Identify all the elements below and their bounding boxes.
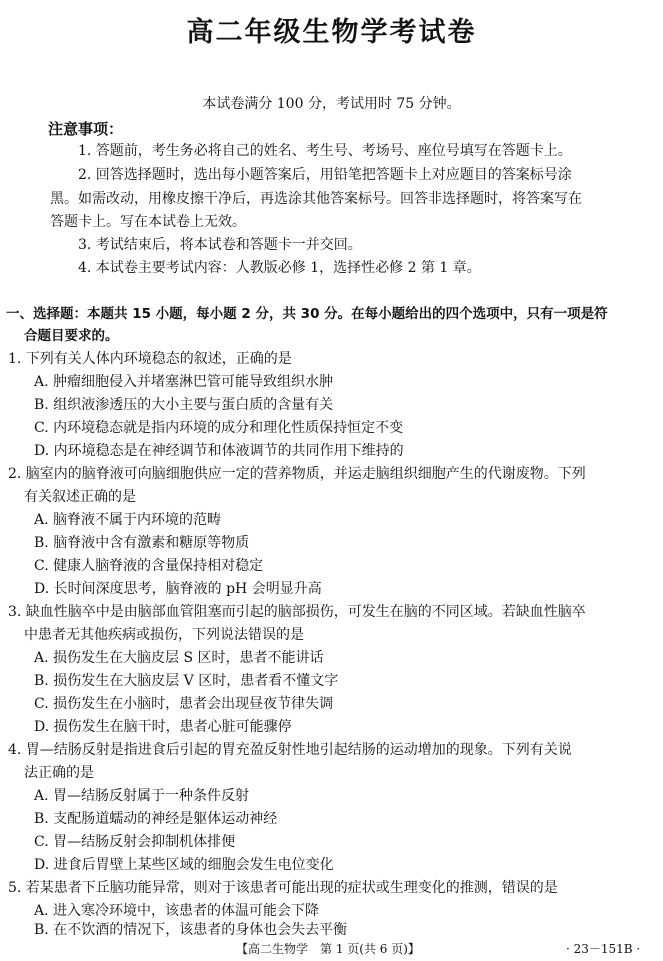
- question-stem: 法正确的是: [24, 765, 94, 781]
- note-item: 3. 考试结束后，将本试卷和答题卡一并交回。: [78, 237, 362, 253]
- note-item: 答题卡上。写在本试卷上无效。: [50, 214, 246, 230]
- exam-title: 高二年级生物学考试卷: [186, 17, 477, 48]
- footer-code: · 23－151B ·: [566, 942, 641, 956]
- question-stem: 2. 脑室内的脑脊液可向脑细胞供应一定的营养物质，并运走脑组织细胞产生的代谢废物。下列: [8, 466, 586, 482]
- question-option: A. 胃—结肠反射属于一种条件反射: [34, 788, 250, 804]
- notes-heading: 注意事项：: [48, 120, 124, 138]
- footer-page-info: 【高二生物学 第 1 页(共 6 页)】: [236, 942, 420, 956]
- question-stem: 中患者无其他疾病或损伤，下列说法错误的是: [24, 627, 304, 643]
- question-option: A. 进入寒冷环境中，该患者的体温可能会下降: [34, 903, 320, 919]
- question-option: D. 内环境稳态是在神经调节和体液调节的共同作用下维持的: [34, 443, 404, 459]
- question-option: B. 损伤发生在大脑皮层 V 区时，患者看不懂文字: [34, 673, 339, 689]
- note-item: 黑。如需改动，用橡皮擦干净后，再选涂其他答案标号。回答非选择题时，将答案写在: [50, 191, 582, 207]
- note-item: 1. 答题前，考生务必将自己的姓名、考生号、考场号、座位号填写在答题卡上。: [78, 143, 572, 159]
- note-item: 2. 回答选择题时，选出每小题答案后，用铅笔把答题卡上对应题目的答案标号涂: [78, 167, 572, 183]
- question-option: B. 脑脊液中含有激素和糖原等物质: [34, 535, 250, 551]
- page-footer: [0, 940, 663, 958]
- question-option: C. 胃—结肠反射会抑制机体排便: [34, 834, 236, 850]
- question-stem: 5. 若某患者下丘脑功能异常，则对于该患者可能出现的症状或生理变化的推测，错误的是: [8, 880, 558, 896]
- question-stem: 3. 缺血性脑卒中是由脑部血管阻塞而引起的脑部损伤，可发生在脑的不同区域。若缺血性脑卒: [8, 604, 586, 620]
- question-option: D. 损伤发生在脑干时，患者心脏可能骤停: [34, 719, 292, 735]
- question-option: A. 肿瘤细胞侵入并堵塞淋巴管可能导致组织水肿: [34, 374, 334, 390]
- question-option: C. 内环境稳态就是指内环境的成分和理化性质保持恒定不变: [34, 420, 404, 436]
- question-option: B. 在不饮酒的情况下，该患者的身体也会失去平衡: [34, 922, 348, 938]
- question-option: A. 脑脊液不属于内环境的范畴: [34, 512, 222, 528]
- section-heading-line: 合题目要求的。: [24, 328, 119, 344]
- question-stem: 有关叙述正确的是: [24, 489, 136, 505]
- question-option: C. 损伤发生在小脑时，患者会出现昼夜节律失调: [34, 696, 334, 712]
- question-option: B. 组织液渗透压的大小主要与蛋白质的含量有关: [34, 397, 334, 413]
- question-option: A. 损伤发生在大脑皮层 S 区时，患者不能讲话: [34, 650, 324, 666]
- section-heading-line: 一、选择题：本题共 15 小题，每小题 2 分，共 30 分。在每小题给出的四个选项中，只有一项是符: [6, 306, 608, 322]
- note-item: 4. 本试卷主要考试内容：人教版必修 1，选择性必修 2 第 1 章。: [78, 260, 481, 276]
- question-option: D. 长时间深度思考，脑脊液的 pH 会明显升高: [34, 581, 322, 597]
- question-stem: 4. 胃—结肠反射是指进食后引起的胃充盈反射性地引起结肠的运动增加的现象。下列有关说: [8, 742, 572, 758]
- question-option: B. 支配肠道蠕动的神经是躯体运动神经: [34, 811, 278, 827]
- question-stem: 1. 下列有关人体内环境稳态的叙述，正确的是: [8, 351, 292, 367]
- question-option: D. 进食后胃壁上某些区域的细胞会发生电位变化: [34, 857, 334, 873]
- question-option: C. 健康人脑脊液的含量保持相对稳定: [34, 558, 264, 574]
- exam-subtitle: 本试卷满分 100 分，考试用时 75 分钟。: [202, 96, 461, 112]
